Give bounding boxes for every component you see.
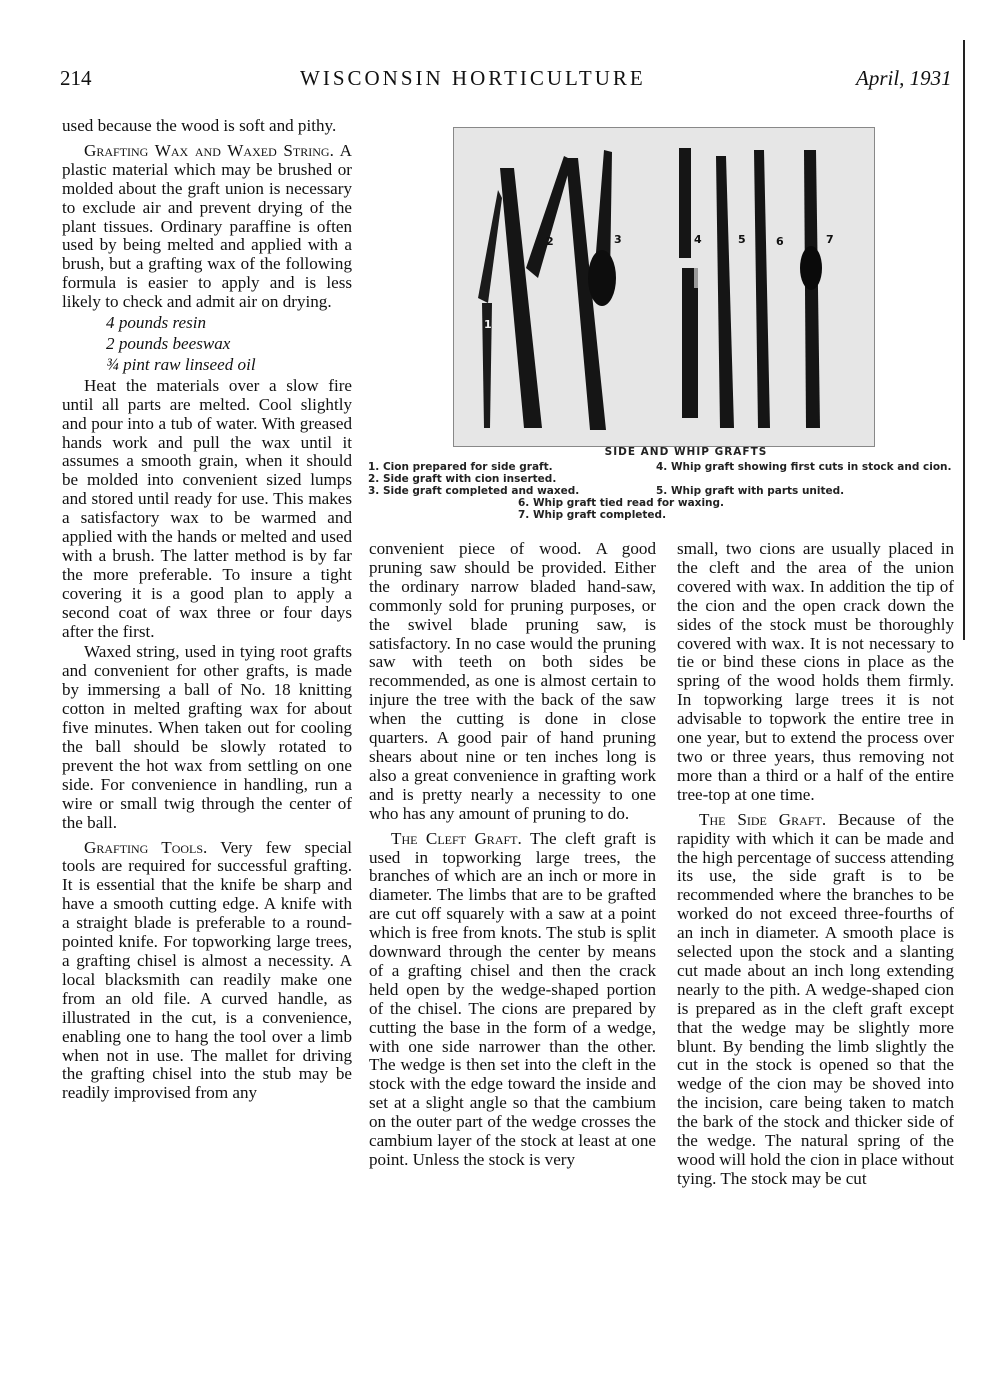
fig-label-2: 2: [546, 235, 554, 248]
specimen-4-cut: [694, 268, 698, 288]
section-heading: Grafting Tools.: [84, 837, 208, 857]
specimen-4-stock: [682, 268, 698, 418]
column-1: [62, 117, 352, 1103]
paragraph: Heat the materials over a slow fire until all parts are melted. Cool slightly and pour into a tub of water. With greased hands work and pull the wax until it assumes a smooth grain, when it should be molded into convenient sized lumps and stored until ready for use. This makes a satisfactory wax to be warmed and applied with the hands or melted and used with a brush. The latter method is by far the more preferable. To insure a tight covering it is a good plan to apply a second coat of wax three or four days after the first.: [62, 375, 352, 641]
caption-item: 6. Whip graft tied read for waxing.: [518, 497, 725, 509]
specimen-3-wax: [588, 250, 616, 306]
section-heading: Grafting Wax and Waxed String.: [84, 140, 334, 160]
figure-caption: [368, 446, 964, 521]
paragraph: convenient piece of wood. A good pruning saw should be provided. Either the ordinary narrow bladed hand-saw, commonly sold for pruning purposes, or the swivel blade pruning saw, is satisfactory. In no case would the pruning saw with teeth on both sides be recommended, as one is almost certain to injure the tree with the back of the saw when the cutting is done in close quarters. A good pair of hand pruning shears about nine or ten inches long is also a great convenience in grafting work and is pretty nearly a necessity to one who has any amount of pruning to do.: [369, 539, 656, 823]
caption-item: 5. Whip graft with parts united.: [656, 485, 845, 497]
paragraph: [62, 142, 352, 312]
specimen-7-wax: [800, 246, 822, 290]
fig-label-3: 3: [614, 233, 622, 246]
paragraph: small, two cions are usually placed in the cleft and the area of the union covered with wax. In addition the tip of the cion and the open crack down the sides of the stock must be thoroughly covered with wax. It is not necessary to tie or bind these cions in place as the spring of the wood holds them firmly. In topworking large trees it is not advisable to topwork the entire tree in one year, but to extend the process over two or three years, thus removing not more than a third or a half of the entire tree-top at one time.: [677, 539, 954, 804]
fig-label-1: 1: [484, 318, 492, 331]
paragraph-text: A plastic material which may be brushed or molded about the graft union is necessary to exclude air and prevent drying of the plant tissues. Ordinary paraffine is often used by being melted and applied with a brush, but a grafting wax of the following formula is easier to apply and is less likely to check and admit air on drying.: [62, 140, 352, 312]
caption-item: [648, 473, 964, 485]
fig-label-7: 7: [826, 233, 834, 246]
paragraph-text: Very few special tools are required for successful grafting. It is essential that the knife be sharp and have a smooth cutting edge. A knife with a straight blade is preferable to a round-pointed knife. For topworking large trees, a grafting chisel is almost a necessity. A local blacksmith can readily make one from an old file. A curved handle, as illustrated in the cut, is a convenience, enabling one to hang the tool over a limb when not in use. The mallet for driving the grafting chisel into the stub may be readily improvised from any: [62, 837, 352, 1103]
fig-label-5: 5: [738, 233, 746, 246]
issue-date: April, 1931: [856, 66, 952, 90]
paragraph: [369, 830, 656, 1170]
caption-item: 2. Side graft with cion inserted.: [368, 473, 557, 485]
column-2: [369, 540, 656, 1170]
paragraph-text: Because of the rapidity with which it can be made and the high percentage of success attending its use, the side graft is to be recommended where the branches to be worked do not exceed three-fourths of an inch in diameter. A smooth place is selected upon the stock and a slanting cut made about an inch long extending nearly to the pith. A wedge-shaped cion is prepared as in the cleft graft except that the wedge may be slightly more blunt. By bending the limb slightly the cut in the stock is opened so that the wedge of the cion may be shoved into the incision, care being taken to match the bark of the stock and thicker side of the wedge. The natural spring of the wood will hold the cion in place without tying. The stock may be cut: [677, 809, 954, 1188]
caption-item: 7. Whip graft completed.: [518, 509, 667, 521]
section-heading: The Cleft Graft.: [391, 828, 522, 848]
column-3: [677, 540, 954, 1189]
right-margin-rule: [963, 40, 965, 640]
grafts-illustration: [454, 128, 874, 446]
fig-label-4: 4: [694, 233, 702, 246]
section-heading: The Side Graft.: [699, 809, 827, 829]
grafts-photograph: [453, 127, 875, 447]
formula-line: ¾ pint raw linseed oil: [106, 354, 256, 374]
specimen-4-cion: [679, 148, 691, 258]
paragraph: [62, 839, 352, 1104]
paragraph: used because the wood is soft and pithy.: [62, 116, 337, 135]
paragraph-text: The cleft graft is used in topworking large trees, the branches of which are an inch or more in diameter. The limbs that are to be grafted are cut off squarely with a saw at a point which is free from knots. The stub is split downward through the center by means of a grafting chisel and then the crack held open by the wedge-shaped portion of the chisel. The cions are prepared by cutting the base in the form of a wedge, with one side narrower than the other. The wedge is then set into the cleft in the stock with the edge toward the inside and set at a slight angle so that the cambium on the outer part of the wedge crosses the cambium layer of the stock at least at one point. Unless the stock is very: [369, 828, 657, 1169]
formula-line: 4 pounds resin: [106, 313, 207, 333]
paragraph: Waxed string, used in tying root grafts and convenient for other grafts, is made by immersing a ball of No. 18 knitting cotton in melted grafting wax for about five minutes. When taken out for cooling the ball should be slowly rotated to prevent the hot wax from settling on one side. For convenience in handling, run a wire or small twig through the center of the ball.: [62, 642, 352, 832]
formula-line: 2 pounds beeswax: [106, 333, 231, 353]
journal-title: WISCONSIN HORTICULTURE: [300, 66, 646, 90]
caption-item: 4. Whip graft showing first cuts in stock and cion.: [656, 461, 952, 473]
page-number: 214: [60, 66, 92, 90]
fig-label-6: 6: [776, 235, 784, 248]
paragraph: [677, 811, 954, 1189]
caption-item: 3. Side graft completed and waxed.: [368, 485, 580, 497]
caption-title: SIDE AND WHIP GRAFTS: [604, 446, 768, 458]
caption-item: 1. Cion prepared for side graft.: [368, 461, 553, 473]
